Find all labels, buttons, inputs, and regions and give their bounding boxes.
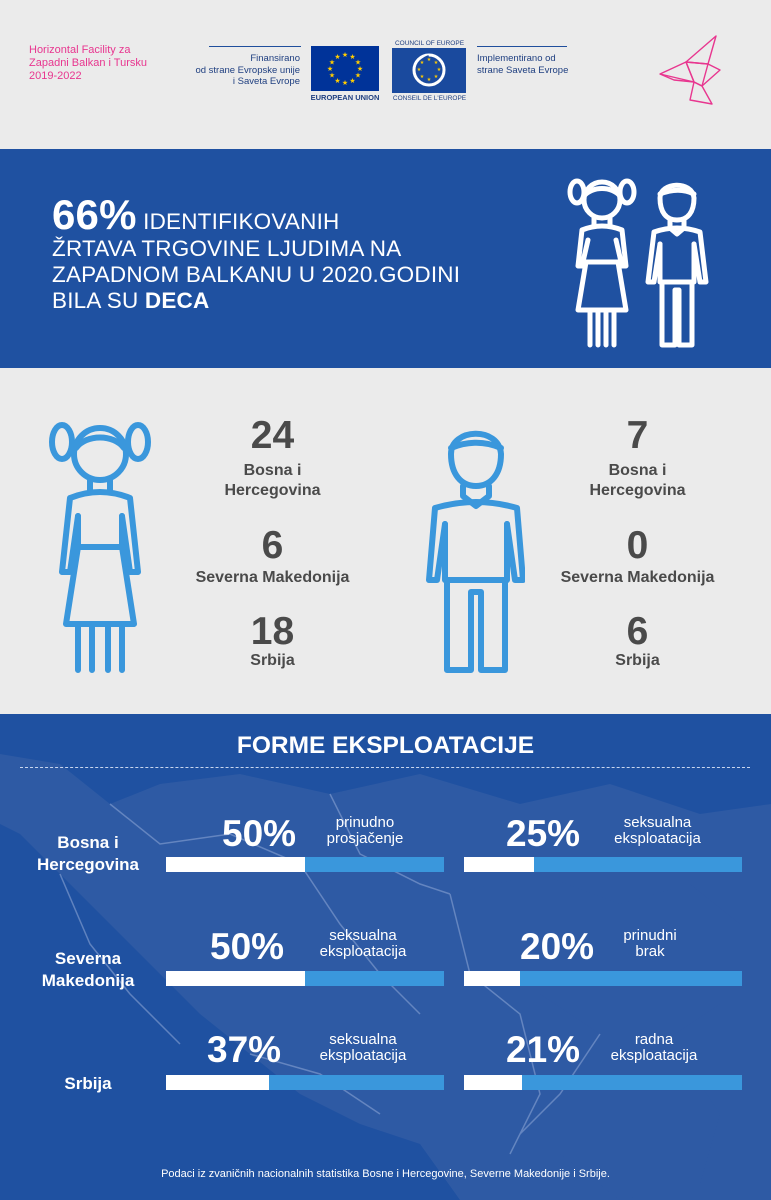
percent-value: 37% — [207, 1029, 282, 1070]
exploitation-type — [594, 1032, 714, 1064]
label-line: Srbija — [615, 652, 660, 669]
svg-text:★: ★ — [328, 59, 336, 67]
girls-bih-label — [180, 461, 365, 501]
boys-rs-value: 6 — [626, 610, 649, 653]
country-label-bih — [18, 832, 158, 876]
svg-text:★: ★ — [436, 67, 442, 73]
exploitation-type — [298, 1032, 428, 1064]
svg-text:★: ★ — [416, 67, 422, 73]
divider — [477, 46, 567, 47]
percent-bar-fill — [464, 971, 520, 986]
svg-text:★: ★ — [426, 77, 432, 83]
country-line: Hercegovina — [36, 855, 140, 874]
divider — [209, 46, 301, 47]
funded-line: Finansirano — [250, 53, 300, 64]
svg-text:★: ★ — [354, 59, 362, 67]
svg-text:★: ★ — [334, 54, 341, 61]
percent-bar-fill — [464, 857, 534, 872]
exploitation-type — [310, 815, 420, 847]
percent-bar — [166, 1075, 444, 1090]
headline-line: BILA SU — [52, 288, 145, 313]
council-of-europe-logo-icon — [392, 48, 466, 93]
headline-percent: 66% — [52, 191, 137, 238]
facility-line: Zapadni Balkan i Tursku — [29, 57, 148, 69]
boys-rs-label — [560, 651, 715, 671]
desc-line: eksploatacija — [610, 1047, 698, 1064]
desc-line: prinudno — [335, 814, 395, 831]
percent-bar-fill — [166, 857, 305, 872]
funded-line: od strane Evropske unije — [195, 64, 300, 76]
percent-bar — [464, 971, 742, 986]
girl-icon — [48, 412, 152, 674]
headline-text — [52, 191, 552, 314]
funded-line: i Saveta Evrope — [232, 76, 300, 87]
label-line: Bosna i — [608, 462, 667, 479]
funded-by-text — [192, 53, 300, 88]
country-label-rs — [18, 1073, 158, 1095]
exploitation-type — [595, 815, 720, 847]
coe-label-en: COUNCIL OF EUROPE — [394, 40, 465, 47]
desc-line: prosjačenje — [326, 830, 404, 847]
percent-value: 50% — [222, 813, 297, 854]
svg-text:★: ★ — [349, 54, 356, 61]
svg-text:★: ★ — [433, 60, 439, 66]
desc-line: eksploatacija — [319, 943, 407, 960]
percent-value: 50% — [210, 926, 285, 967]
exploitation-type — [610, 928, 690, 960]
svg-text:★: ★ — [354, 72, 362, 80]
percent-value: 21% — [506, 1029, 581, 1070]
origami-bird-logo-icon — [656, 34, 724, 106]
headline-line: ŽRTAVA TRGOVINE LJUDIMA NA — [52, 236, 402, 261]
implemented-by-text — [477, 53, 587, 76]
country-line: Severna — [54, 949, 122, 968]
girls-rs-label — [200, 651, 345, 671]
svg-text:★: ★ — [334, 78, 341, 85]
svg-text:★: ★ — [328, 72, 336, 80]
percent-bar — [464, 1075, 742, 1090]
percent-bar-fill — [166, 1075, 269, 1090]
percent-bar — [464, 857, 742, 872]
desc-line: eksploatacija — [614, 830, 701, 847]
desc-line: brak — [635, 943, 665, 960]
boy-icon — [425, 420, 525, 674]
desc-line: seksualna — [329, 1031, 397, 1048]
percent-bar — [166, 857, 444, 872]
eu-flag-icon — [311, 46, 379, 91]
percent-value: 20% — [520, 926, 595, 967]
country-line: Srbija — [64, 1074, 112, 1093]
exploitation-type — [298, 928, 428, 960]
facility-name — [29, 44, 189, 83]
svg-text:★: ★ — [419, 74, 425, 80]
label-line: Srbija — [250, 652, 295, 669]
label-line: Severna Makedonija — [560, 569, 715, 586]
svg-text:★: ★ — [341, 52, 349, 59]
headline-emphasis: DECA — [144, 288, 210, 313]
desc-line: prinudni — [623, 927, 677, 944]
country-line: Bosna i — [57, 833, 119, 852]
girls-mk-value: 6 — [261, 524, 284, 567]
percent-bar-fill — [166, 971, 305, 986]
country-line: Makedonija — [41, 971, 135, 990]
label-line: Bosna i — [243, 462, 302, 479]
eu-label: EUROPEAN UNION — [310, 93, 380, 102]
country-label-mk — [18, 948, 158, 992]
forms-title: FORME EKSPLOATACIJE — [236, 732, 535, 759]
svg-text:★: ★ — [349, 78, 356, 85]
boys-bih-label — [540, 461, 735, 501]
girls-mk-label — [165, 568, 380, 588]
boys-mk-label — [525, 568, 750, 588]
desc-line: seksualna — [329, 927, 397, 944]
percent-bar-fill — [464, 1075, 522, 1090]
desc-line: eksploatacija — [319, 1047, 407, 1064]
facility-line: Horizontal Facility za — [29, 44, 131, 56]
svg-text:★: ★ — [426, 57, 432, 63]
title-divider — [20, 767, 750, 768]
boys-bih-value: 7 — [626, 414, 649, 457]
children-icon — [560, 170, 720, 350]
source-note: Podaci iz zvaničnih nacionalnih statistika Bosne i Hercegovine, Severne Makedonije i Srbije. — [161, 1168, 610, 1180]
implemented-line: Implementirano od — [477, 53, 556, 64]
coe-label-fr: CONSEIL DE L'EUROPE — [392, 95, 467, 102]
desc-line: seksualna — [623, 814, 692, 831]
headline-line: IDENTIFIKOVANIH — [136, 209, 340, 234]
percent-value: 25% — [506, 813, 581, 854]
desc-line: radna — [634, 1031, 674, 1048]
svg-text:★: ★ — [433, 74, 439, 80]
label-line: Hercegovina — [589, 482, 686, 499]
boys-mk-value: 0 — [626, 524, 649, 567]
implemented-line: strane Saveta Evrope — [477, 64, 569, 76]
svg-text:★: ★ — [356, 66, 364, 73]
girls-rs-value: 18 — [250, 610, 295, 653]
svg-text:★: ★ — [326, 66, 334, 73]
label-line: Hercegovina — [224, 482, 321, 499]
facility-line: 2019-2022 — [29, 70, 82, 82]
label-line: Severna Makedonija — [195, 569, 350, 586]
girls-bih-value: 24 — [250, 414, 295, 457]
headline-line: ZAPADNOM BALKANU U 2020.GODINI — [52, 262, 461, 287]
svg-text:★: ★ — [341, 80, 349, 87]
svg-text:★: ★ — [419, 60, 425, 66]
percent-bar — [166, 971, 444, 986]
